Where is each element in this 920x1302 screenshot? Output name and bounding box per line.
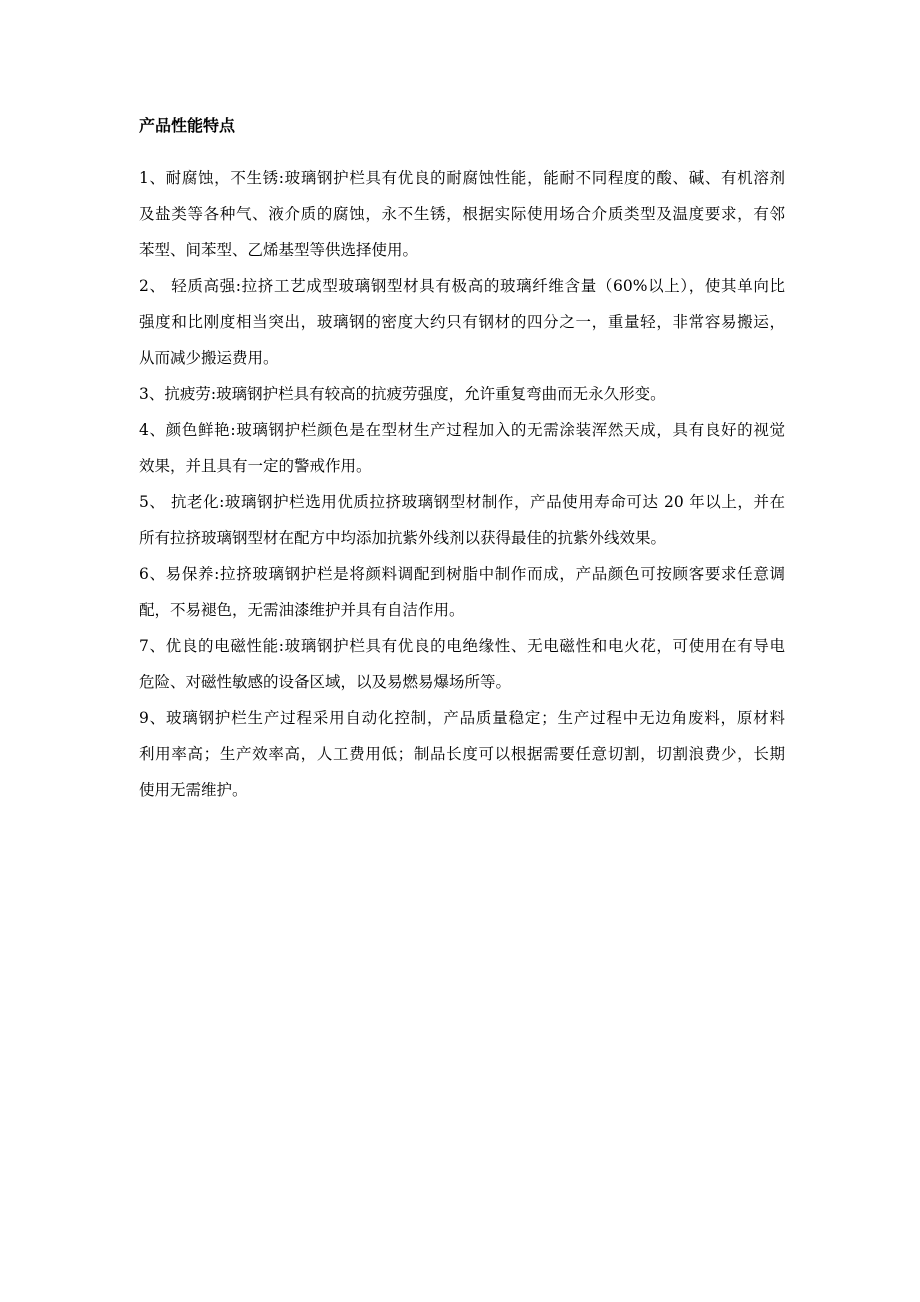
text-line: 危险、对磁性敏感的设备区域，以及易燃易爆场所等。 [139,673,512,691]
text-line: 6、易保养:拉挤玻璃钢护栏是将颜料调配到树脂中制作而成，产品颜色可按顾客要求任意调 [139,565,785,583]
text-line: 7、优良的电磁性能:玻璃钢护栏具有优良的电绝缘性、无电磁性和电火花，可使用在有导电 [139,637,785,655]
paragraph [139,628,785,700]
text-line: 9、玻璃钢护栏生产过程采用自动化控制，产品质量稳定；生产过程中无边角废料，原材料 [139,709,785,727]
document-title: 产品性能特点 [139,116,236,135]
text-line: 所有拉挤玻璃钢型材在配方中均添加抗紫外线剂以获得最佳的抗紫外线效果。 [139,529,667,547]
paragraph [139,484,785,556]
text-line: 强度和比刚度相当突出，玻璃钢的密度大约只有钢材的四分之一，重量轻，非常容易搬运， [139,313,785,331]
text-line: 3、抗疲劳:玻璃钢护栏具有较高的抗疲劳强度，允许重复弯曲而无永久形变。 [139,385,666,403]
text-line: 1、耐腐蚀，不生锈:玻璃钢护栏具有优良的耐腐蚀性能，能耐不同程度的酸、碱、有机溶剂 [139,169,785,187]
text-line: 效果，并且具有一定的警戒作用。 [139,457,372,475]
text-line: 5、 抗老化:玻璃钢护栏选用优质拉挤玻璃钢型材制作，产品使用寿命可达 20 年以上，并在 [139,493,785,511]
text-line: 利用率高；生产效率高，人工费用低；制品长度可以根据需要任意切割，切割浪费少，长期 [139,745,785,763]
text-line: 配，不易褪色，无需油漆维护并具有自洁作用。 [139,601,465,619]
paragraph [139,700,785,808]
paragraph [139,412,785,484]
text-line: 及盐类等各种气、液介质的腐蚀，永不生锈，根据实际使用场合介质类型及温度要求，有邻 [139,205,785,223]
text-line: 使用无需维护。 [139,781,248,799]
paragraph [139,376,785,412]
text-line: 4、颜色鲜艳:玻璃钢护栏颜色是在型材生产过程加入的无需涂装浑然天成，具有良好的视觉 [139,421,785,439]
document-body [139,160,785,808]
paragraph [139,160,785,268]
text-line: 2、 轻质高强:拉挤工艺成型玻璃钢型材具有极高的玻璃纤维含量（60%以上），使其单向比 [139,277,785,295]
text-line: 从而减少搬运费用。 [139,349,279,367]
paragraph [139,556,785,628]
paragraph [139,268,785,376]
text-line: 苯型、间苯型、乙烯基型等供选择使用。 [139,241,419,259]
